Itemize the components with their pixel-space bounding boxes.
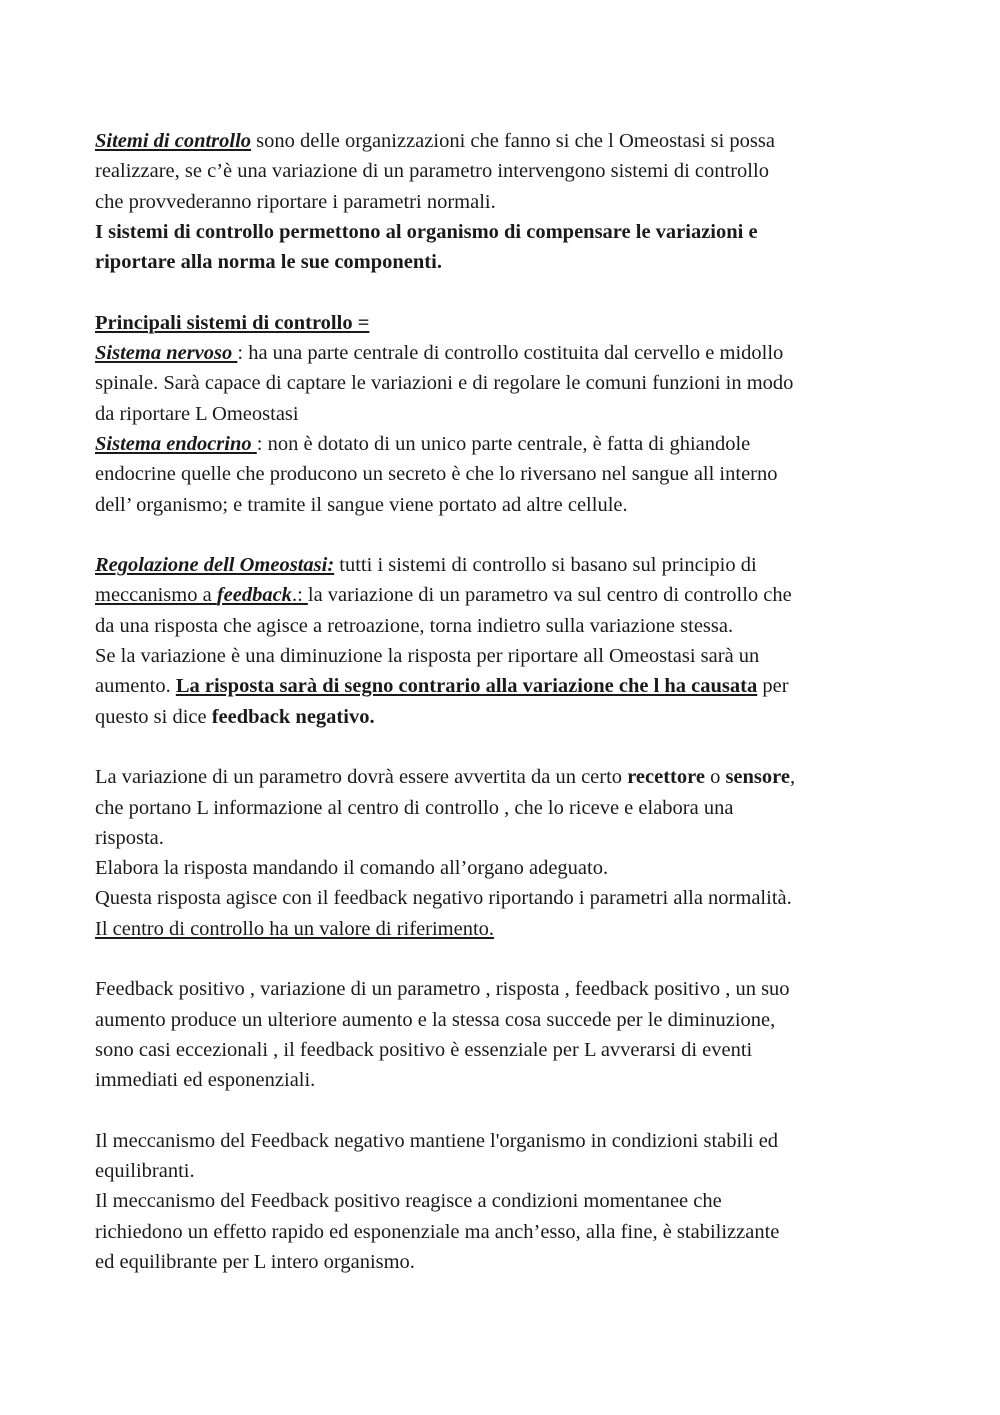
- underlined-line: Il centro di controllo ha un valore di riferimento.: [95, 917, 495, 940]
- text-line: sono casi eccezionali , il feedback positivo è essenziale per L avverarsi di eventi: [95, 1038, 753, 1061]
- text-line: Elabora la risposta mandando il comando all’organo adeguato.: [95, 857, 609, 880]
- text-line: Il meccanismo del Feedback positivo reagisce a condizioni momentanee che: [95, 1190, 722, 1213]
- text-line: endocrine quelle che producono un secreto è che lo riversano nel sangue all interno: [95, 463, 778, 486]
- text-line: aumento produce un ulteriore aumento e la stessa cosa succede per le diminuzione,: [95, 1008, 776, 1031]
- text-line: risposta.: [95, 826, 164, 849]
- text-line: immediati ed esponenziali.: [95, 1069, 316, 1092]
- section-heading: Principali sistemi di controllo =: [95, 311, 370, 334]
- paragraph-receptor: [95, 762, 910, 944]
- text-line: ed equilibrante per L intero organismo.: [95, 1250, 415, 1273]
- text-line: [95, 671, 910, 701]
- bold-statement-line: I sistemi di controllo permettono al organismo di compensare le variazioni e: [95, 220, 758, 243]
- text-fragment: : non è dotato di un unico parte centrale, è fatta di ghiandole: [256, 432, 751, 455]
- bold-underlined-statement: La risposta sarà di segno contrario alla variazione che l ha causata: [175, 675, 758, 698]
- text-line: Se la variazione è una diminuzione la risposta per riportare all Omeostasi sarà un: [95, 645, 760, 668]
- term-sistema-nervoso: Sistema nervoso: [95, 342, 238, 365]
- text-fragment: o: [704, 766, 726, 789]
- term-feedback: feedback: [216, 584, 292, 607]
- paragraph-spacer: [95, 944, 910, 974]
- text-fragment: per: [757, 675, 789, 698]
- text-line: dell’ organismo; e tramite il sangue viene portato ad altre cellule.: [95, 493, 628, 516]
- text-line: [95, 580, 910, 610]
- text-fragment: sono delle organizzazioni che fanno si che l Omeostasi si possa: [251, 130, 775, 152]
- bold-term-feedback-negativo: feedback negativo.: [211, 705, 375, 728]
- text-line: richiedono un effetto rapido ed esponenziale ma anch’esso, alla fine, è stabilizzante: [95, 1220, 780, 1243]
- paragraph-spacer: [95, 520, 910, 550]
- bold-term-sensore: sensore: [725, 766, 790, 789]
- text-line: Feedback positivo , variazione di un parametro , risposta , feedback positivo , un suo: [95, 978, 790, 1001]
- text-line: [95, 429, 910, 459]
- term-sistema-endocrino: Sistema endocrino: [95, 432, 257, 455]
- text-line: che provvederanno riportare i parametri normali.: [95, 190, 496, 213]
- underlined-fragment: .:: [291, 584, 308, 607]
- text-line: Il meccanismo del Feedback negativo mantiene l'organismo in condizioni stabili ed: [95, 1129, 779, 1152]
- paragraph-feedback-summary: [95, 1126, 910, 1277]
- text-line: Questa risposta agisce con il feedback negativo riportando i parametri alla normalità.: [95, 887, 792, 910]
- paragraph-spacer: [95, 1096, 910, 1126]
- text-line: [95, 126, 910, 156]
- text-line: spinale. Sarà capace di captare le variazioni e di regolare le comuni funzioni in modo: [95, 372, 794, 395]
- text-fragment: : ha una parte centrale di controllo costituita dal cervello e midollo: [237, 342, 784, 365]
- text-line: da una risposta che agisce a retroazione, torna indietro sulla variazione stessa.: [95, 614, 734, 637]
- text-fragment: La variazione di un parametro dovrà essere avvertita da un certo: [95, 766, 628, 789]
- text-fragment: la variazione di un parametro va sul centro di controllo che: [307, 584, 792, 607]
- text-line: che portano L informazione al centro di controllo , che lo riceve e elabora una: [95, 796, 734, 819]
- text-fragment: ,: [790, 766, 796, 789]
- bold-statement-line: riportare alla norma le sue componenti.: [95, 251, 442, 274]
- paragraph-homeostasis-regulation: [95, 550, 910, 732]
- text-line: [95, 338, 910, 368]
- text-line: [95, 550, 910, 580]
- paragraph-positive-feedback: [95, 974, 910, 1095]
- text-line: [95, 762, 910, 792]
- text-line: equilibranti.: [95, 1160, 195, 1183]
- paragraph-main-systems: [95, 308, 910, 520]
- paragraph-spacer: [95, 277, 910, 307]
- text-line: da riportare L Omeostasi: [95, 402, 299, 425]
- text-line: [95, 702, 910, 732]
- term-regolazione-omeostasi: Regolazione dell Omeostasi:: [95, 554, 335, 577]
- paragraph-spacer: [95, 732, 910, 762]
- underlined-fragment: meccanismo a: [95, 584, 217, 607]
- term-sitemi-di-controllo: Sitemi di controllo: [95, 130, 252, 152]
- document-page: [95, 126, 910, 1277]
- text-fragment: tutti i sistemi di controllo si basano sul principio di: [334, 554, 757, 577]
- text-line: realizzare, se c’è una variazione di un parametro intervengono sistemi di controllo: [95, 160, 769, 183]
- text-fragment: questo si dice: [95, 705, 212, 728]
- text-fragment: aumento.: [95, 675, 176, 698]
- bold-term-recettore: recettore: [627, 766, 705, 789]
- paragraph-control-systems: [95, 126, 910, 277]
